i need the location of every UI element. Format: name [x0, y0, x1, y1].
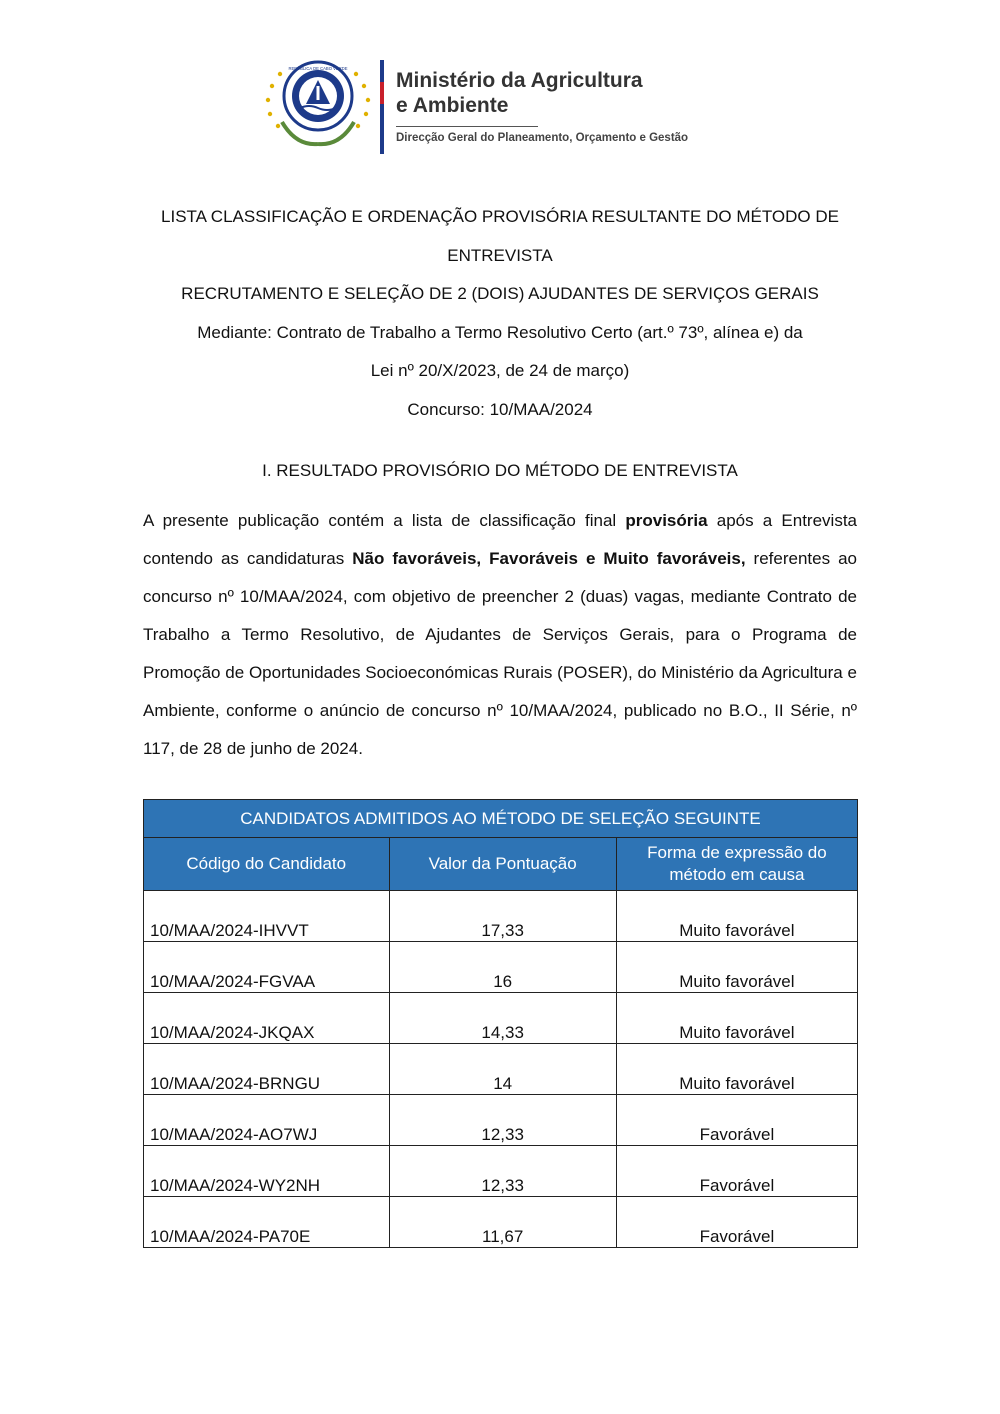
para-text-3: referentes ao concurso nº 10/MAA/2024, com objetivo de preencher 2 (duas) vagas, mediante Contrato de Trabalho a Termo Resolutivo, de Ajudantes de Serviços Gerais, para o Programa de Promoção de Oportunidades Socioeconómicas Rurais (POSER), do Ministério da Agricultura e Ambiente, conforme o anúncio de concurso nº 10/MAA/2024, publicado no B.O., II Série, nº 117, de 28 de junho de 2024. [143, 549, 857, 758]
section-title: I. RESULTADO PROVISÓRIO DO MÉTODO DE ENTREVISTA [262, 461, 738, 480]
candidate-code: 10/MAA/2024-BRNGU [144, 1044, 390, 1095]
table-row [144, 993, 858, 1044]
table-row [144, 1197, 858, 1248]
para-bold-1: provisória [625, 511, 708, 530]
candidate-score: 12,33 [389, 1146, 616, 1197]
para-text-2: após a Entrevista contendo as candidaturas [143, 511, 858, 568]
table-banner: CANDIDATOS ADMITIDOS AO MÉTODO DE SELEÇÃO SEGUINTE [144, 800, 858, 838]
directorate-name: Direcção Geral do Planeamento, Orçamento e Gestão [396, 132, 689, 144]
candidate-result: Muito favorável [616, 942, 857, 993]
candidate-score: 14,33 [389, 993, 616, 1044]
candidate-score: 14 [389, 1044, 616, 1095]
title-line-5: Lei nº 20/X/2023, de 24 de março) [370, 361, 630, 380]
para-text-1: A presente publicação contém a lista de classificação final [143, 511, 626, 530]
title-line-4: Mediante: Contrato de Trabalho a Termo Resolutivo Certo (art.º 73º, alínea e) da [197, 322, 803, 342]
letterhead [262, 56, 742, 156]
candidate-result: Favorável [616, 1146, 857, 1197]
candidate-score: 11,67 [389, 1197, 616, 1248]
para-bold-2: Não favoráveis, Favoráveis e Muito favoráveis, [352, 549, 746, 568]
ministry-line-2: e Ambiente [396, 94, 509, 117]
candidate-result: Muito favorável [616, 1044, 857, 1095]
candidate-code: 10/MAA/2024-FGVAA [144, 942, 390, 993]
ministry-divider [396, 126, 538, 127]
title-line-2: ENTREVISTA [447, 245, 553, 265]
seal-text: REPÚBLICA DE CABO VERDE [288, 66, 348, 71]
coat-of-arms-logo [262, 56, 374, 152]
candidate-code: 10/MAA/2024-WY2NH [144, 1146, 390, 1197]
table-row [144, 1095, 858, 1146]
candidate-score: 12,33 [389, 1095, 616, 1146]
ministry-line-1: Ministério da Agricultura [396, 69, 643, 92]
candidate-code: 10/MAA/2024-IHVVT [144, 891, 390, 942]
candidate-score: 17,33 [389, 891, 616, 942]
candidate-code: 10/MAA/2024-AO7WJ [144, 1095, 390, 1146]
table-row [144, 891, 858, 942]
candidate-result: Favorável [616, 1095, 857, 1146]
table-row [144, 1044, 858, 1095]
brand-bar [380, 60, 384, 154]
title-line-6: Concurso: 10/MAA/2024 [407, 399, 593, 419]
candidate-result: Muito favorável [616, 891, 857, 942]
candidate-code: 10/MAA/2024-JKQAX [144, 993, 390, 1044]
candidate-score: 16 [389, 942, 616, 993]
candidate-result: Muito favorável [616, 993, 857, 1044]
candidate-result: Favorável [616, 1197, 857, 1248]
title-line-1: LISTA CLASSIFICAÇÃO E ORDENAÇÃO PROVISÓRIA RESULTANTE DO MÉTODO DE [161, 207, 839, 226]
table-row [144, 1146, 858, 1197]
intro-paragraph [143, 502, 857, 768]
title-line-3: RECRUTAMENTO E SELEÇÃO DE 2 (DOIS) AJUDANTES DE SERVIÇOS GERAIS [181, 284, 819, 303]
table-row [144, 942, 858, 993]
header-candidate-code: Código do Candidato [144, 838, 390, 891]
header-result: Forma de expressão do método em causa [616, 838, 857, 891]
ministry-name [396, 68, 643, 118]
candidate-code: 10/MAA/2024-PA70E [144, 1197, 390, 1248]
results-table [143, 799, 858, 1248]
header-score: Valor da Pontuação [389, 838, 616, 891]
document-title [143, 198, 857, 429]
